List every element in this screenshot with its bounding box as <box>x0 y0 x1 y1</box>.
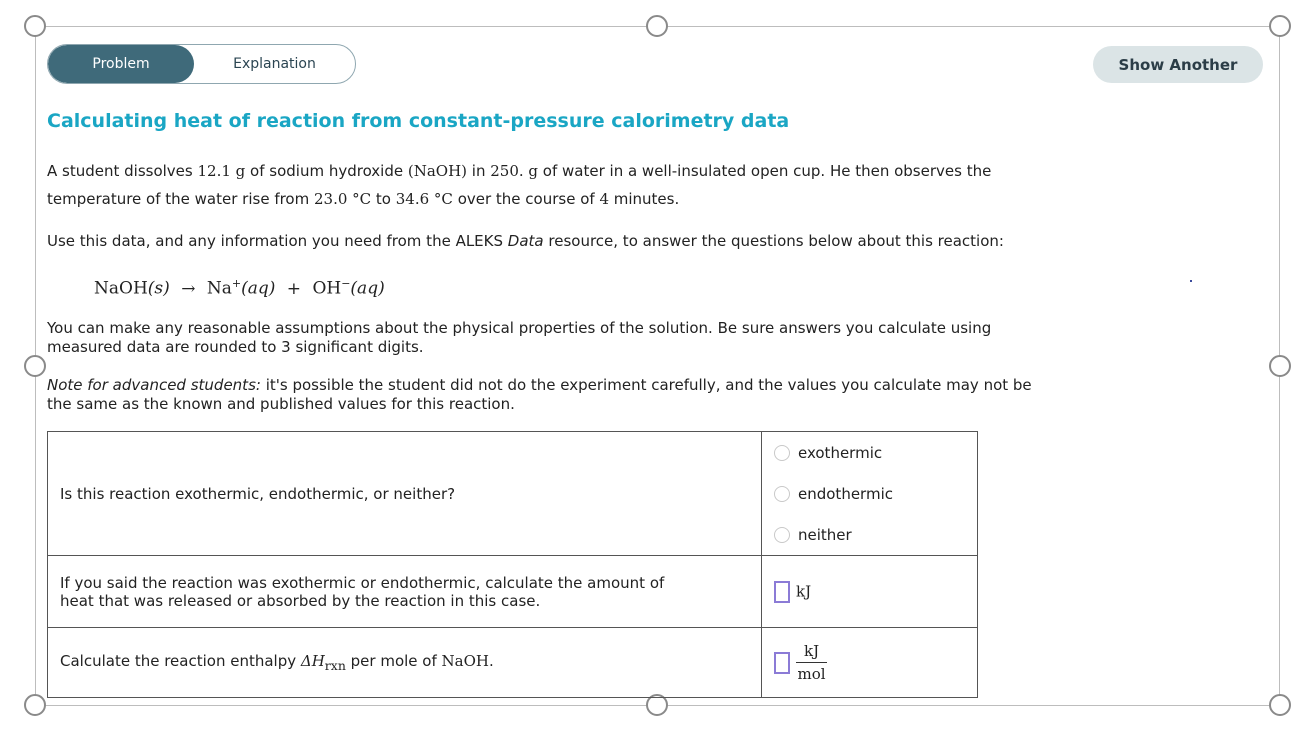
resize-handle-middle-right[interactable] <box>1269 355 1291 377</box>
rxn-subscript: rxn <box>324 658 346 673</box>
question-text: Calculate the reaction enthalpy <box>60 652 301 670</box>
mass-naoh: 12.1 g <box>197 162 246 180</box>
data-resource-word: Data <box>507 232 544 250</box>
delta-h-symbol: ΔH <box>300 652 325 670</box>
intro-text: of sodium hydroxide <box>245 162 408 180</box>
resize-handle-top-center[interactable] <box>646 15 668 37</box>
radio-button[interactable] <box>774 445 790 461</box>
question-heat <box>48 556 762 628</box>
question-text: If you said the reaction was exothermic or endothermic, calculate the amount of <box>60 573 665 592</box>
unit-kj: kJ <box>796 582 812 600</box>
question-text: per mole of <box>345 652 442 670</box>
table-row <box>48 432 978 556</box>
instructions-paragraph <box>47 230 1004 252</box>
instructions-text: Use this data, and any information you need from the ALEKS <box>47 232 508 250</box>
radio-option-neither[interactable] <box>774 514 965 555</box>
formula-naoh: NaOH <box>441 652 489 670</box>
question-text: . <box>488 652 494 670</box>
reaction-arrow-icon: → <box>181 278 196 299</box>
resize-handle-top-left[interactable] <box>24 15 46 37</box>
intro-text: to <box>371 190 396 208</box>
radio-label: exothermic <box>798 443 883 462</box>
table-row <box>48 628 978 698</box>
unit-denominator: mol <box>797 665 826 683</box>
question-enthalpy <box>48 628 762 698</box>
enthalpy-answer-input[interactable] <box>774 652 790 674</box>
show-another-button[interactable]: Show Another <box>1093 46 1263 83</box>
advanced-note <box>47 376 1032 414</box>
final-temperature: 34.6 °C <box>395 190 453 208</box>
table-row <box>48 556 978 628</box>
eq-plus: + <box>286 278 302 299</box>
intro-text: in <box>467 162 491 180</box>
intro-text: minutes. <box>608 190 680 208</box>
eq-charge-minus: − <box>341 277 351 290</box>
tab-explanation[interactable]: Explanation <box>233 56 316 72</box>
radio-button[interactable] <box>774 527 790 543</box>
eq-product-state: (aq) <box>241 278 276 299</box>
radio-label: endothermic <box>798 484 893 503</box>
reaction-equation <box>94 277 385 299</box>
eq-reactant-state: (s) <box>147 278 170 299</box>
intro-text: over the course of <box>452 190 600 208</box>
heat-answer-input[interactable] <box>774 581 790 603</box>
radio-option-endothermic[interactable] <box>774 473 965 514</box>
initial-temperature: 23.0 °C <box>314 190 372 208</box>
eq-reactant: NaOH <box>94 278 148 299</box>
radio-label: neither <box>798 525 852 544</box>
intro-text: temperature of the water rise from <box>47 190 314 208</box>
note-text: the same as the known and published values for this reaction. <box>47 395 515 413</box>
formula-naoh: (NaOH) <box>407 162 468 180</box>
eq-product-hydroxide: OH <box>312 278 342 299</box>
assumptions-line: You can make any reasonable assumptions about the physical properties of the solution. Be sure answers you calculate using <box>47 319 992 337</box>
question-exothermic: Is this reaction exothermic, endothermic, or neither? <box>48 432 762 556</box>
eq-charge-plus: + <box>231 277 242 290</box>
eq-product-state: (aq) <box>350 278 385 299</box>
intro-text: A student dissolves <box>47 162 198 180</box>
resize-handle-middle-left[interactable] <box>24 355 46 377</box>
note-label: Note for advanced students: <box>47 376 261 394</box>
assumptions-line: measured data are rounded to 3 significant digits. <box>47 338 424 356</box>
answer-cell-heat <box>762 556 978 628</box>
unit-kj-per-mol <box>796 640 827 685</box>
problem-explanation-tabs <box>47 44 356 84</box>
tab-problem[interactable]: Problem <box>48 45 194 83</box>
unit-numerator: kJ <box>796 640 827 663</box>
problem-title: Calculating heat of reaction from constant-pressure calorimetry data <box>47 110 790 132</box>
assumptions-paragraph <box>47 319 991 357</box>
mass-water: 250. g <box>490 162 539 180</box>
question-table <box>47 431 978 698</box>
answer-cell-reaction-type <box>762 432 978 556</box>
intro-text: of water in a well-insulated open cup. He then observes the <box>538 162 992 180</box>
answer-cell-enthalpy <box>762 628 978 698</box>
duration: 4 <box>599 190 609 208</box>
resize-handle-bottom-right[interactable] <box>1269 694 1291 716</box>
radio-button[interactable] <box>774 486 790 502</box>
eq-product-sodium: Na <box>206 278 232 299</box>
question-text: heat that was released or absorbed by the reaction in this case. <box>60 591 541 610</box>
radio-option-exothermic[interactable] <box>774 432 965 473</box>
resize-handle-top-right[interactable] <box>1269 15 1291 37</box>
stray-dot <box>1190 280 1192 282</box>
instructions-text: resource, to answer the questions below about this reaction: <box>543 232 1004 250</box>
resize-handle-bottom-left[interactable] <box>24 694 46 716</box>
note-text: it's possible the student did not do the experiment carefully, and the values you calculate may not be <box>260 376 1032 394</box>
intro-paragraph <box>47 160 991 210</box>
